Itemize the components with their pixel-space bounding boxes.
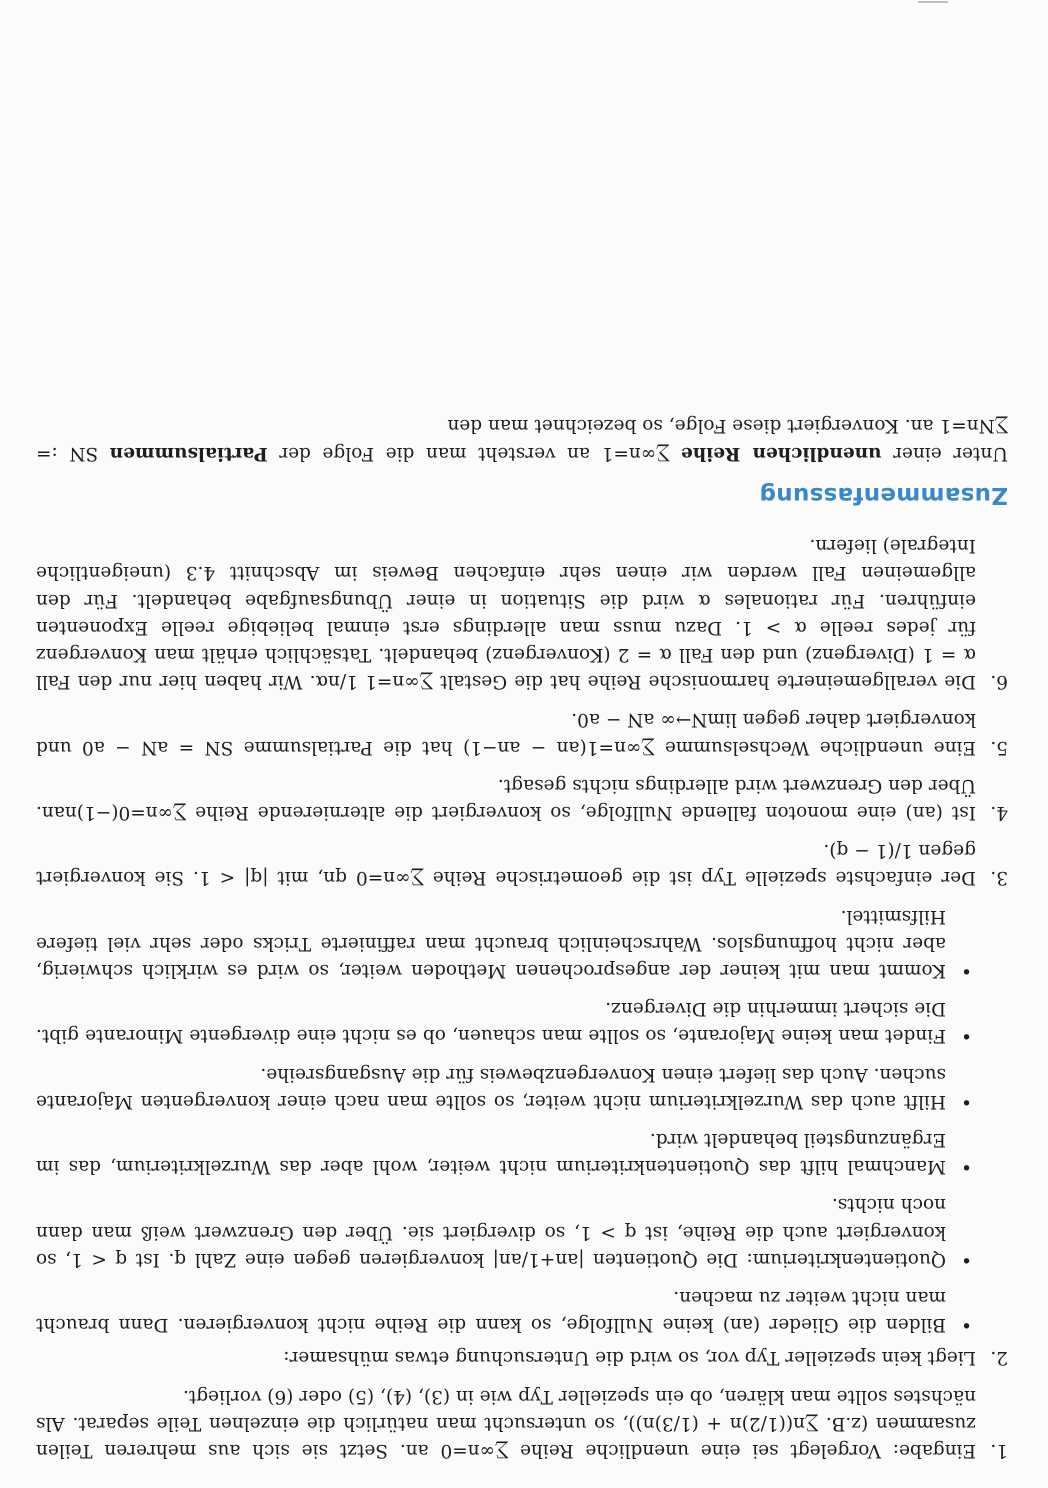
item-text: Eingabe: Vorgelegt sei eine unendliche Reihe ∑∞n=0 an. Setzt sie sich aus mehreren Teilen zusammen (z.B. ∑n((1/2)n + (1/3)n)), so untersucht man natürlich die einzelnen Teile separat. Als nächstes sollte man klären, ob ein spezieller Typ wie in (3), (4), (5) oder (6) vorliegt. [36, 1385, 976, 1461]
item-text: Ist (an) eine monoton fallende Nullfolge, so konvergiert die alternierende Reihe ∑∞n=0(−1)nan. Über den Grenzwert wird allerdings nichts gesagt. [36, 774, 976, 823]
summary-heading: Zusammenfassung [759, 481, 1008, 508]
bullet-text: Kommt man mit keiner der angesprochenen Methoden weiter, so wird es wirklich schwierig, aber nicht hoffnungslos. Wahrscheinlich braucht man raffinierte Tricks oder sehr viel tiefere Hilfsmittel. [36, 905, 946, 981]
summary-text-before: Unter einer [881, 442, 1008, 464]
bullet-list [36, 902, 976, 1338]
bullet-text: Findet man keine Majorante, so sollte man schauen, ob es nicht eine divergente Minorante gibt. Die sichert immerhin die Divergenz. [36, 998, 946, 1047]
bullet-icon: • [961, 1314, 972, 1336]
bullet-text: Quotientenkriterium: Die Quotienten |an+1/an| konvergieren gegen eine Zahl q. Ist q < 1, so konvergiert auch die Reihe, ist q > 1, so divergiert sie. Über den Grenzwert weiß man dann noch nichts. [36, 1194, 946, 1270]
item-text: Die verallgemeinerte harmonische Reihe hat die Gestalt ∑∞n=1 1/nα. Wir haben hier nur den Fall α = 1 (Divergenz) und den Fall α = 2 (Konvergenz) behandelt. Tatsächlich erhält man Konvergenz für jedes reelle α > 1. Dazu muss man allerdings erst einmal beliebige reelle Exponenten einführen. Für rationales α wird die Situation in einer Übungsaufgabe behandelt. Für den allgemeinen Fall werden wir einen sehr einfachen Beweis im Abschnitt 4.3 (uneigentliche Integrale) liefern. [36, 535, 976, 693]
bullet-icon: • [961, 1090, 972, 1112]
item-number: 5. [990, 736, 1008, 758]
list-item-5 [36, 706, 1008, 760]
bullet-item [36, 1126, 976, 1180]
bullet-icon: • [961, 1156, 972, 1178]
list-item-1 [36, 1382, 1008, 1464]
summary-text [36, 412, 1008, 466]
item-number: 3. [990, 867, 1008, 889]
list-item-2 [36, 902, 1008, 1371]
bullet-item [36, 1191, 976, 1273]
list-item-4 [36, 772, 1008, 826]
item-text: Liegt kein spezieller Typ vor, so wird die Untersuchung etwas mühsamer: [283, 1347, 976, 1369]
list-item-6 [36, 532, 1008, 695]
summary-text-middle: ∑∞n=1 an versteht man die Folge der [267, 442, 681, 464]
summary-term-partial-sums: Partialsummen [109, 442, 268, 464]
bullet-item [36, 902, 976, 984]
bullet-item [36, 1060, 976, 1114]
item-number: 6. [990, 671, 1008, 693]
bullet-text: Manchmal hilft das Quotientenkriterium nicht weiter, wohl aber das Wurzelkriterium, das im Ergänzungsteil behandelt wird. [36, 1128, 946, 1178]
bullet-icon: • [961, 959, 972, 981]
item-number: 1. [990, 1440, 1008, 1461]
summary-term-series: unendlichen Reihe [680, 442, 882, 464]
bullet-text: Hilft auch das Wurzelkriterium nicht weiter, so sollte man nach einer konvergenten Majorante suchen. Auch das liefert einen Konvergenzbeweis für die Ausgangsreihe. [36, 1063, 946, 1112]
item-text: Eine unendliche Wechselsumme ∑∞n=1(an − an−1) hat die Partialsumme SN = aN − a0 und konvergiert daher gegen limN→∞ aN − a0. [36, 709, 976, 758]
page-content [36, 412, 1008, 1464]
bullet-item [36, 1284, 976, 1338]
bullet-icon: • [961, 1248, 972, 1270]
list-item-3 [36, 837, 1008, 891]
bullet-text: Bilden die Glieder (an) keine Nullfolge, so kann die Reihe nicht konvergieren. Dann braucht man nicht weiter zu machen. [36, 1286, 946, 1336]
bullet-icon: • [961, 1025, 972, 1047]
summary-text-after: SN := ∑Nn=1 an. Konvergiert diese Folge, so bezeichnet man den [35, 415, 1008, 464]
item-text: Der einfachste spezielle Typ ist die geometrische Reihe ∑∞n=0 qn, mit |q| < 1. Sie konvergiert gegen 1/(1 − q). [36, 840, 976, 889]
item-number: 4. [990, 801, 1008, 823]
scan-mark [918, 1, 948, 3]
item-number: 2. [990, 1347, 1008, 1369]
bullet-item [36, 995, 976, 1049]
